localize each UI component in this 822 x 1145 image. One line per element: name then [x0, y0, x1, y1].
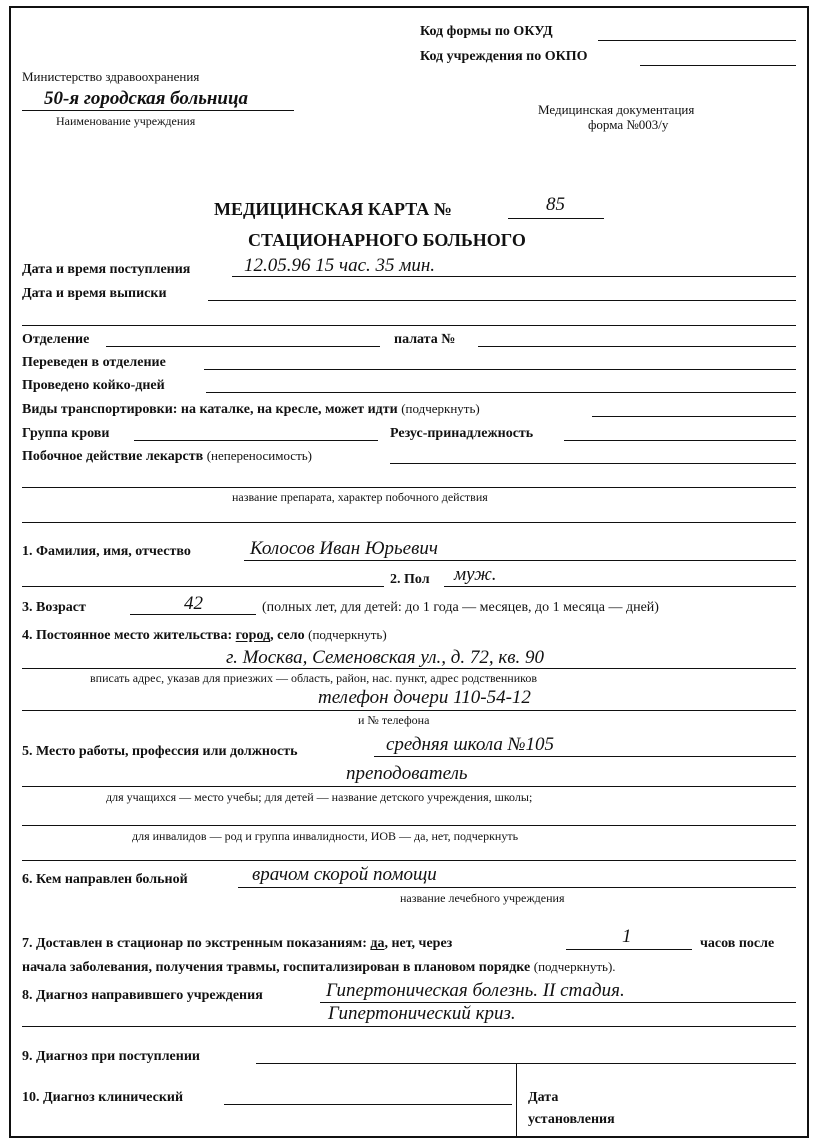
- transport-field[interactable]: [592, 416, 796, 417]
- emergency-line2: начала заболевания, получения травмы, госпитализирован в плановом порядке (подчеркнуть).: [22, 959, 616, 975]
- ministry-label: Министерство здравоохранения: [22, 69, 200, 84]
- phone-caption: и № телефона: [358, 713, 430, 727]
- referred-value: врачом скорой помощи: [252, 864, 437, 885]
- transferred-label: Переведен в отделение: [22, 355, 166, 370]
- okud-label: Код формы по ОКУД: [420, 24, 553, 39]
- address-caption: вписать адрес, указав для приезжих — область, район, нас. пункт, адрес родственников: [90, 671, 538, 685]
- department-label: Отделение: [22, 332, 90, 347]
- emergency-label-c: часов после: [700, 936, 775, 951]
- side-effect-field-2[interactable]: [22, 487, 796, 488]
- okpo-label: Код учреждения по ОКПО: [420, 49, 588, 64]
- blank-line[interactable]: [22, 522, 796, 523]
- sex-field[interactable]: [444, 586, 796, 587]
- phone-value: телефон дочери 110-54-12: [318, 687, 531, 708]
- phone-field[interactable]: [22, 710, 796, 711]
- residence-city[interactable]: город: [235, 628, 271, 643]
- work-value: средняя школа №105: [386, 734, 555, 755]
- title-line2: СТАЦИОНАРНОГО БОЛЬНОГО: [248, 230, 526, 250]
- clinical-dx-label: 10. Диагноз клинический: [22, 1090, 184, 1105]
- card-number: 85: [546, 194, 565, 215]
- blood-group-label: Группа крови: [22, 426, 110, 441]
- ward-field[interactable]: [478, 346, 796, 347]
- blank-line[interactable]: [22, 325, 796, 326]
- admission-dx-field[interactable]: [256, 1063, 796, 1064]
- referred-caption: название лечебного учреждения: [400, 891, 565, 905]
- side-effect-caption: название препарата, характер побочного действия: [232, 490, 488, 504]
- name-field[interactable]: [244, 560, 796, 561]
- address-value: г. Москва, Семеновская ул., д. 72, кв. 90: [226, 647, 545, 668]
- referral-dx-value-2: Гипертонический криз.: [328, 1003, 516, 1024]
- side-effect-field[interactable]: [390, 463, 796, 464]
- name-label: 1. Фамилия, имя, отчество: [22, 544, 191, 559]
- date-set-label-2: установления: [528, 1112, 615, 1127]
- admission-value: 12.05.96 15 час. 35 мин.: [244, 255, 436, 276]
- name-value: Колосов Иван Юрьевич: [250, 538, 438, 559]
- rhesus-field[interactable]: [564, 440, 796, 441]
- bed-days-label: Проведено койко-дней: [22, 378, 165, 393]
- date-set-label-1: Дата: [528, 1090, 559, 1105]
- emergency-label-a: 7. Доставлен в стационар по экстренным показаниям: да, нет, через: [22, 936, 453, 951]
- work-field-2[interactable]: [22, 786, 796, 787]
- referral-dx-field-2[interactable]: [22, 1026, 796, 1027]
- title-line1: МЕДИЦИНСКАЯ КАРТА №: [214, 199, 452, 219]
- age-field[interactable]: [130, 614, 256, 615]
- referral-dx-value: Гипертоническая болезнь. II стадия.: [326, 980, 625, 1001]
- institution-value: 50-я городская больница: [44, 88, 249, 109]
- discharge-label: Дата и время выписки: [22, 286, 167, 301]
- admission-label: Дата и время поступления: [22, 262, 191, 277]
- transport-label: Виды транспортировки: на каталке, на кресле, может идти (подчеркнуть): [22, 401, 480, 417]
- sex-label: 2. Пол: [390, 572, 430, 587]
- work-label: 5. Место работы, профессия или должность: [22, 744, 298, 759]
- referral-dx-label: 8. Диагноз направившего учреждения: [22, 988, 263, 1003]
- rhesus-label: Резус-принадлежность: [390, 426, 534, 441]
- blood-group-field[interactable]: [134, 440, 378, 441]
- emergency-hours-field[interactable]: [566, 949, 692, 950]
- admission-dx-label: 9. Диагноз при поступлении: [22, 1049, 200, 1064]
- side-effect-label: Побочное действие лекарств (непереносимость): [22, 448, 313, 464]
- work-field-3[interactable]: [22, 825, 796, 826]
- work-caption-1: для учащихся — место учебы; для детей — название детского учреждения, школы;: [106, 790, 533, 804]
- date-set-divider: [516, 1064, 517, 1137]
- age-note: (полных лет, для детей: до 1 года — месяцев, до 1 месяца — дней): [262, 600, 659, 615]
- institution-field[interactable]: [22, 110, 294, 111]
- okpo-field[interactable]: [640, 65, 796, 66]
- department-field[interactable]: [106, 346, 380, 347]
- discharge-field[interactable]: [208, 300, 796, 301]
- admission-field[interactable]: [232, 276, 796, 277]
- transferred-field[interactable]: [204, 369, 796, 370]
- age-value: 42: [184, 593, 203, 614]
- work-value-2: преподователь: [346, 763, 468, 784]
- name-field-2[interactable]: [22, 586, 384, 587]
- age-label: 3. Возраст: [22, 600, 86, 615]
- bed-days-field[interactable]: [206, 392, 796, 393]
- ward-label: палата №: [394, 332, 456, 347]
- sex-value: муж.: [454, 564, 497, 585]
- emergency-yes[interactable]: да: [370, 936, 385, 951]
- doc-type-line1: Медицинская документация: [538, 102, 695, 117]
- institution-caption: Наименование учреждения: [56, 114, 196, 128]
- doc-type-line2: форма №003/у: [588, 117, 669, 132]
- blank-line[interactable]: [22, 860, 796, 861]
- okud-field[interactable]: [598, 40, 796, 41]
- referred-field[interactable]: [238, 887, 796, 888]
- emergency-hours-value: 1: [622, 926, 632, 947]
- residence-label: 4. Постоянное место жительства: город, село (подчеркнуть): [22, 627, 387, 643]
- work-caption-2: для инвалидов — род и группа инвалидности, ИОВ — да, нет, подчеркнуть: [132, 829, 519, 843]
- address-field[interactable]: [22, 668, 796, 669]
- work-field[interactable]: [374, 756, 796, 757]
- clinical-dx-field[interactable]: [224, 1104, 512, 1105]
- card-number-field[interactable]: [508, 218, 604, 219]
- referred-label: 6. Кем направлен больной: [22, 872, 188, 887]
